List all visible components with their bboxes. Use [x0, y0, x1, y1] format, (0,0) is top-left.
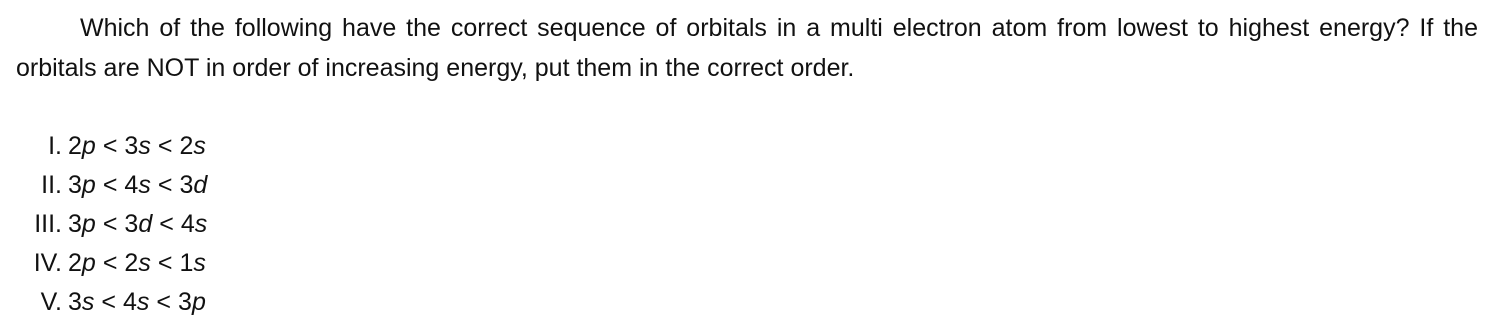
orbital: 3s [68, 288, 95, 316]
option-label: IV. [33, 249, 62, 277]
option-label: V. [40, 288, 62, 316]
less-than-sign: < [101, 288, 117, 316]
options-list [0, 128, 207, 323]
orbital: 3s [124, 132, 151, 160]
less-than-sign: < [157, 132, 173, 160]
orbital: 2s [179, 132, 206, 160]
option-5 [0, 284, 207, 323]
orbital: 1s [179, 249, 206, 277]
orbital: 2s [124, 249, 151, 277]
orbital: 2p [68, 132, 96, 160]
orbital: 3d [179, 171, 208, 199]
orbital: 3p [178, 288, 206, 316]
less-than-sign: < [157, 249, 173, 277]
less-than-sign: < [157, 171, 173, 199]
orbital: 4s [124, 171, 151, 199]
option-2 [0, 167, 207, 206]
option-3 [0, 206, 207, 245]
orbital: 4s [180, 210, 208, 238]
less-than-sign: < [102, 171, 118, 199]
option-label: II. [41, 171, 62, 199]
option-1 [0, 128, 207, 167]
less-than-sign: < [102, 249, 118, 277]
option-4 [0, 245, 207, 284]
option-label: I. [48, 132, 62, 160]
orbital: 3d [124, 210, 153, 238]
orbital: 3p [68, 210, 96, 238]
less-than-sign: < [159, 210, 174, 238]
option-label: III. [34, 210, 62, 238]
orbital: 4s [123, 288, 150, 316]
less-than-sign: < [102, 132, 118, 160]
question-text: Which of the following have the correct sequence of orbitals in a multi electron atom from lowest to highest energy? If the orbitals are NOT in order of increasing energy, put them in the correct order. [16, 14, 1478, 82]
less-than-sign: < [156, 288, 172, 316]
orbital: 3p [68, 171, 96, 199]
orbital: 2p [68, 249, 96, 277]
less-than-sign: < [102, 210, 118, 238]
